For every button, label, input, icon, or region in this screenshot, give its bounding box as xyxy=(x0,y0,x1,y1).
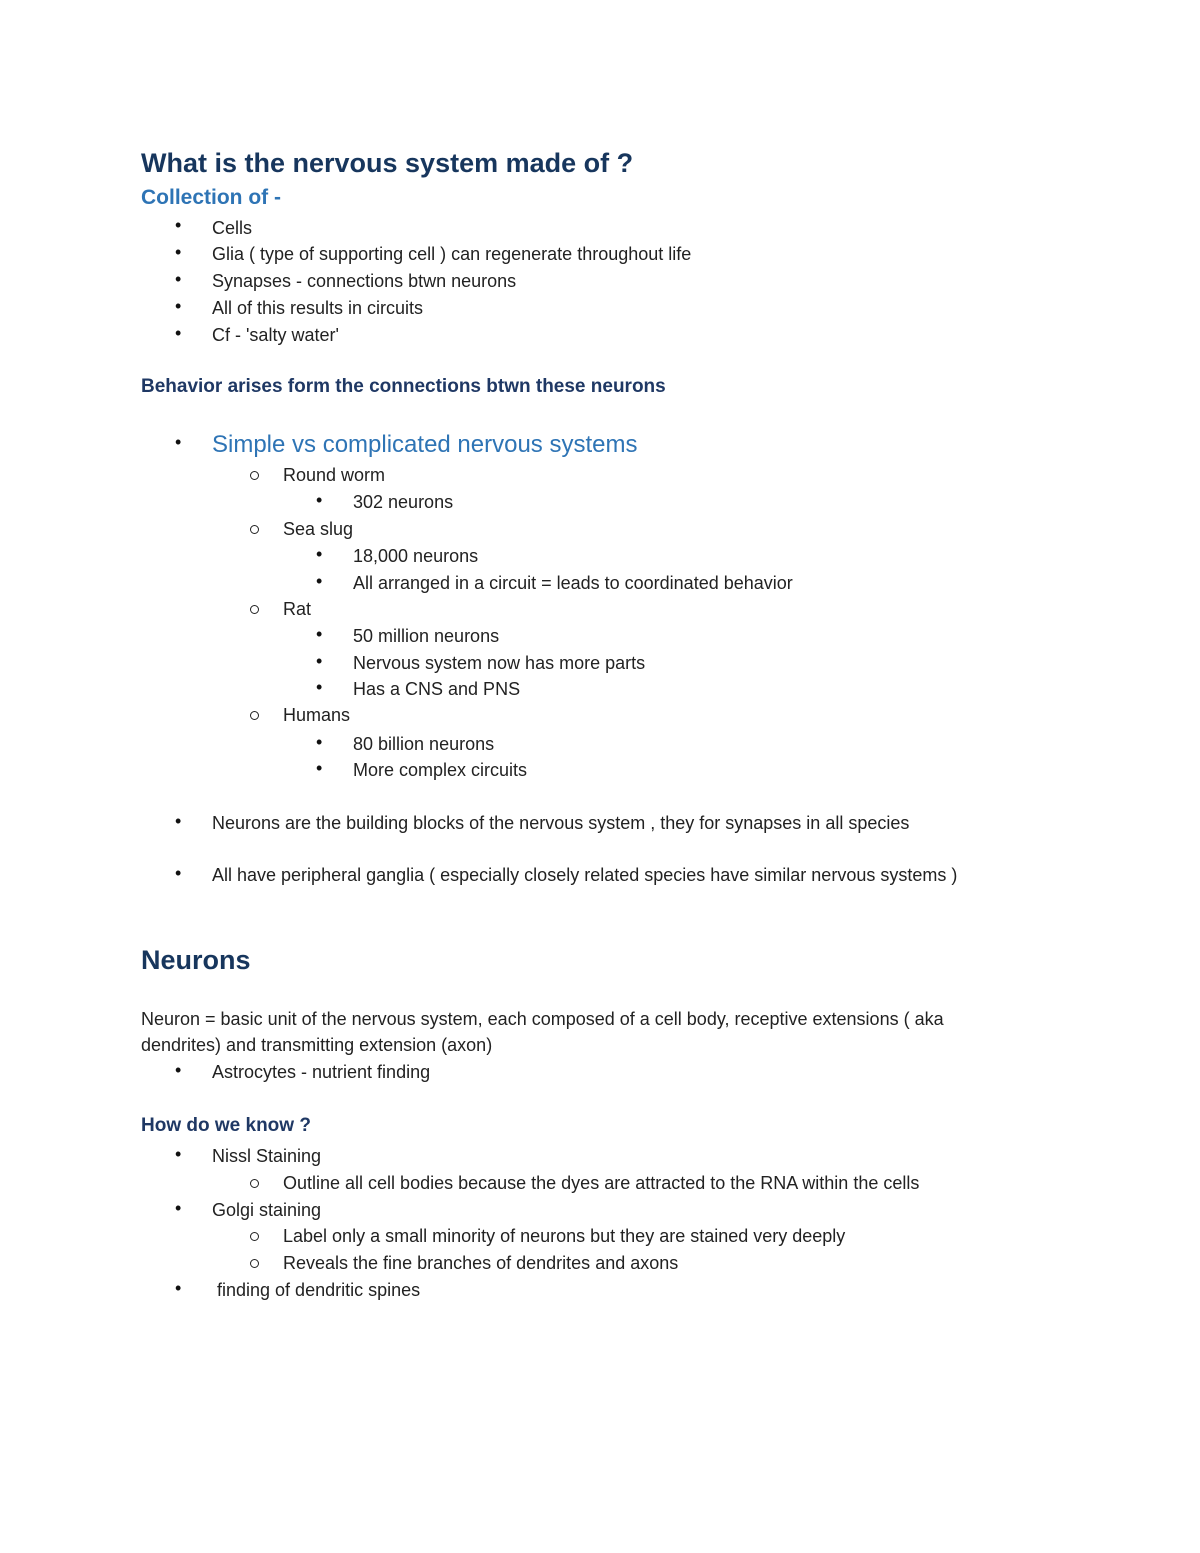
detail-item: Outline all cell bodies because the dyes are attracted to the RNA within the cells xyxy=(283,1173,920,1193)
bullet-icon: • xyxy=(175,215,182,235)
bullet-icon: • xyxy=(175,296,182,316)
bullet-icon: • xyxy=(175,811,182,831)
organism-fact: 302 neurons xyxy=(353,492,454,512)
organism-fact: More complex circuits xyxy=(353,760,528,780)
bullet-icon: • xyxy=(175,1278,182,1298)
list-item: Nissl Staining xyxy=(212,1146,322,1166)
bullet-icon: • xyxy=(316,732,323,752)
organism-fact: Has a CNS and PNS xyxy=(353,679,521,699)
organism-fact: 80 billion neurons xyxy=(353,734,495,754)
bullet-icon: • xyxy=(175,323,182,343)
neurons-heading: Neurons xyxy=(141,945,251,975)
list-item: finding of dendritic spines xyxy=(212,1280,421,1300)
organism-fact: 18,000 neurons xyxy=(353,546,479,566)
bullet-icon: • xyxy=(316,677,323,697)
bullet-icon: • xyxy=(175,269,182,289)
bullet-icon: • xyxy=(175,432,182,452)
organism-name: Round worm xyxy=(283,465,386,485)
how-heading: How do we know ? xyxy=(141,1115,311,1136)
organism-name: Rat xyxy=(283,599,312,619)
bullet-icon: • xyxy=(316,571,323,591)
organism-fact: 50 million neurons xyxy=(353,626,500,646)
list-item: All of this results in circuits xyxy=(212,298,424,318)
bullet-icon: • xyxy=(316,624,323,644)
list-item: Glia ( type of supporting cell ) can regenerate throughout life xyxy=(212,244,692,264)
detail-item: Label only a small minority of neurons but they are stained very deeply xyxy=(283,1226,846,1246)
bullet-icon: • xyxy=(175,242,182,262)
detail-item: Reveals the fine branches of dendrites and axons xyxy=(283,1253,679,1273)
circle-bullet-icon xyxy=(250,1259,259,1268)
list-item: Golgi staining xyxy=(212,1200,322,1220)
organism-name: Humans xyxy=(283,705,351,725)
simple-heading: Simple vs complicated nervous systems xyxy=(212,431,638,458)
list-item: All have peripheral ganglia ( especially closely related species have similar nervous systems ) xyxy=(212,865,958,885)
page-title: What is the nervous system made of ? xyxy=(141,148,634,178)
list-item: Cf - 'salty water' xyxy=(212,325,339,345)
organism-fact: All arranged in a circuit = leads to coordinated behavior xyxy=(353,573,793,593)
bullet-icon: • xyxy=(316,651,323,671)
behavior-heading: Behavior arises form the connections btwn these neurons xyxy=(141,376,666,397)
list-item: Astrocytes - nutrient finding xyxy=(212,1062,431,1082)
bullet-icon: • xyxy=(316,758,323,778)
circle-bullet-icon xyxy=(250,1179,259,1188)
bullet-icon: • xyxy=(175,863,182,883)
organism-fact: Nervous system now has more parts xyxy=(353,653,646,673)
list-item: Synapses - connections btwn neurons xyxy=(212,271,517,291)
bullet-icon: • xyxy=(175,1060,182,1080)
collection-heading: Collection of - xyxy=(141,186,281,209)
bullet-icon: • xyxy=(175,1198,182,1218)
definition-line: Neuron = basic unit of the nervous system, each composed of a cell body, receptive extensions ( aka xyxy=(141,1009,944,1029)
organism-name: Sea slug xyxy=(283,519,354,539)
circle-bullet-icon xyxy=(250,471,259,480)
circle-bullet-icon xyxy=(250,525,259,534)
bullet-icon: • xyxy=(175,1144,182,1164)
bullet-icon: • xyxy=(316,490,323,510)
list-item: Cells xyxy=(212,218,253,238)
bullet-icon: • xyxy=(316,544,323,564)
circle-bullet-icon xyxy=(250,711,259,720)
circle-bullet-icon xyxy=(250,1232,259,1241)
circle-bullet-icon xyxy=(250,605,259,614)
definition-line: dendrites) and transmitting extension (axon) xyxy=(141,1035,493,1055)
list-item: Neurons are the building blocks of the nervous system , they for synapses in all species xyxy=(212,813,910,833)
